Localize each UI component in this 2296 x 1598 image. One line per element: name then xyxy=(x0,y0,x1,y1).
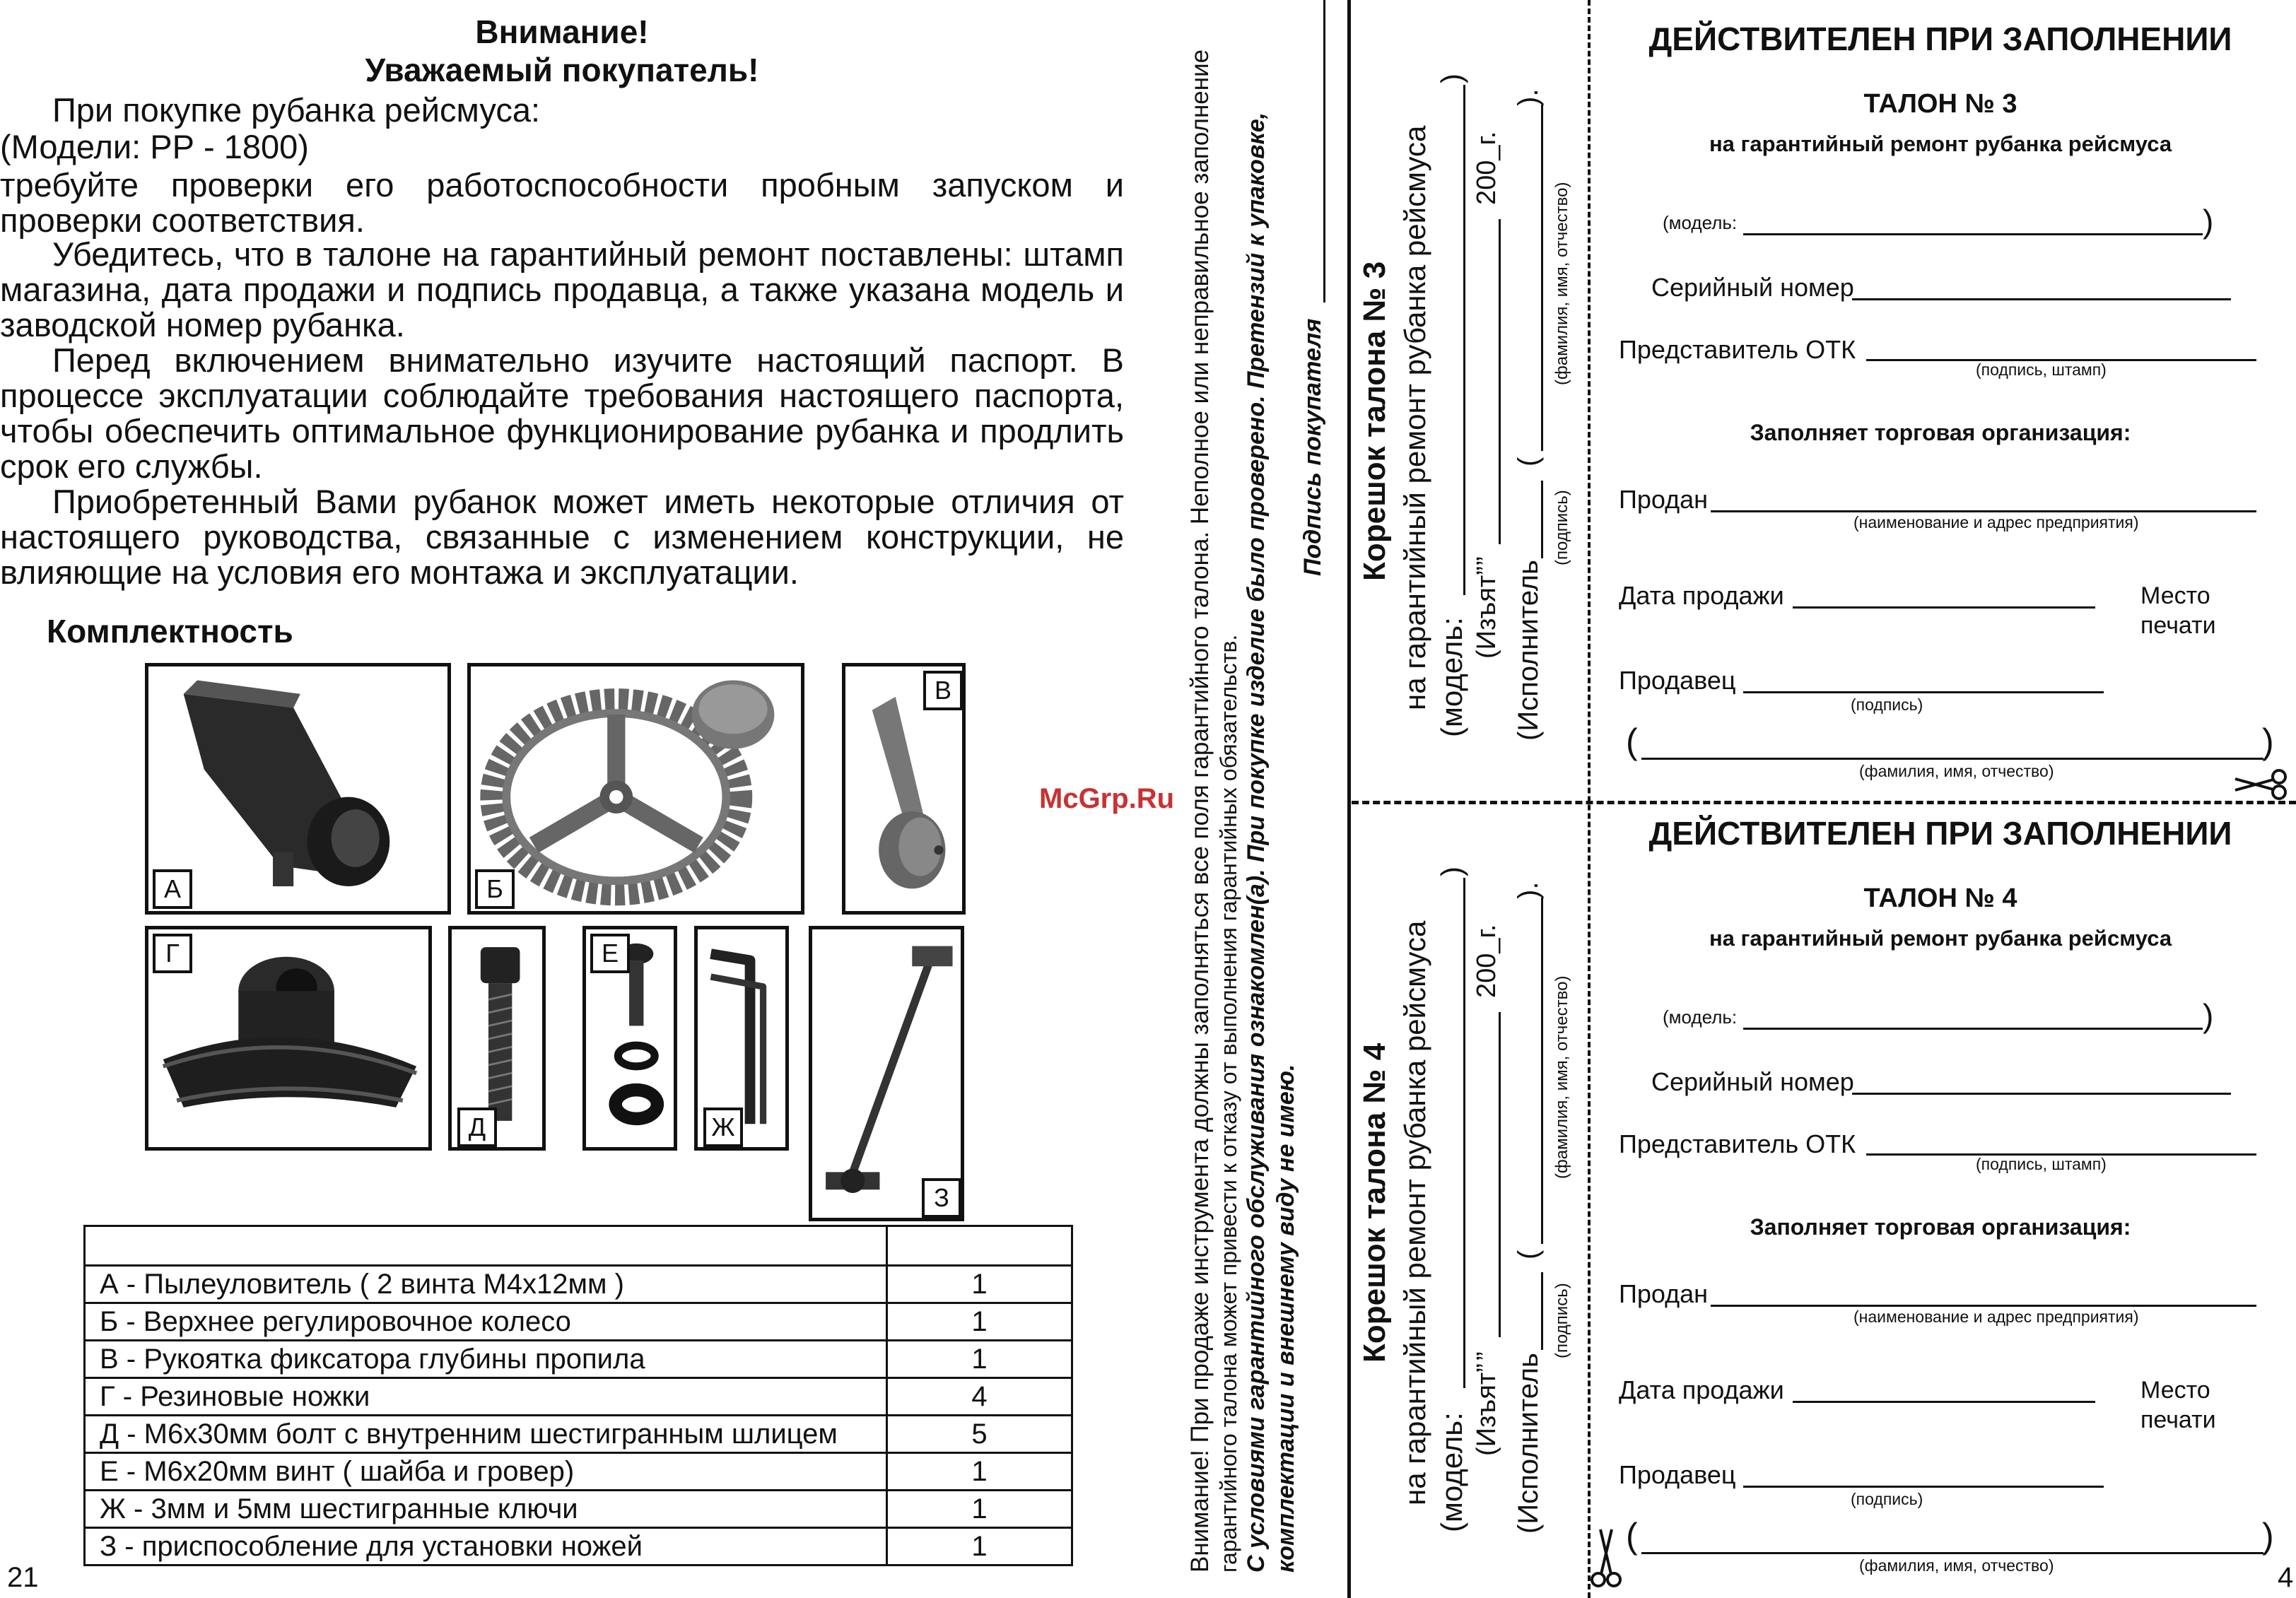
photo-z xyxy=(809,926,964,1221)
seller-field[interactable] xyxy=(1743,1486,2104,1488)
paragraph-4 xyxy=(0,484,1124,590)
date-label: Дата продажи xyxy=(1619,1375,1784,1404)
kit-item: Б - Верхнее регулировочное колесо xyxy=(85,1303,887,1341)
photo-label-a: А xyxy=(153,869,192,909)
otk-hint: (подпись, штамп) xyxy=(1976,1155,2107,1173)
stub-izyat-quote: ” xyxy=(1472,1351,1501,1361)
watermark: McGrp.Ru xyxy=(1039,783,1175,814)
table-row xyxy=(85,1528,1072,1565)
stub-hint-sign: (подпись) xyxy=(1552,490,1571,565)
stub-sign-line xyxy=(1541,481,1543,558)
page-number-left: 21 xyxy=(7,1562,39,1593)
name-close-paren: ) xyxy=(2262,1516,2274,1556)
scissors-icon xyxy=(2232,769,2289,800)
stub-year: 200_г. xyxy=(1472,924,1501,998)
photo-v xyxy=(842,663,966,915)
stamp-place-2: печати xyxy=(2140,612,2216,639)
paragraph-4-text: Приобретенный Вами рубанок может иметь некоторые отличия от настоящего руководства, связанные с изменением конструкции, не влияющие на условия его монтажа и эксплуатации. xyxy=(0,483,1124,591)
stub-open-paren: ( xyxy=(1513,457,1544,466)
buyer-signature-label: Подпись покупателя xyxy=(1299,318,1326,576)
stub-model-label: (модель: xyxy=(1435,617,1468,737)
model-field[interactable] xyxy=(1743,233,2203,235)
stub-open-paren: ( xyxy=(1513,1250,1544,1259)
stamp-place-1: Место xyxy=(2140,582,2210,609)
stub-title: Корешок талона № 4 xyxy=(1357,1042,1392,1363)
stub-sign-line xyxy=(1541,1272,1543,1350)
serial-field[interactable] xyxy=(1852,298,2231,300)
sold-field[interactable] xyxy=(1711,510,2256,512)
org-title: Заполняет торговая организация: xyxy=(1750,420,2131,445)
photo-label-z: З xyxy=(922,1178,961,1218)
notice-line-1: Внимание! При продаже инструмента должны заполняться все поля гарантийного талона. Неполное или неправильное заполнение xyxy=(1186,49,1214,1573)
photo-g xyxy=(145,926,432,1151)
date-label: Дата продажи xyxy=(1619,581,1784,610)
page-number-right: 4 xyxy=(2278,1562,2294,1593)
sold-hint: (наименование и адрес предприятия) xyxy=(1853,513,2139,531)
table-row xyxy=(85,1378,1072,1416)
notice-line-4: комплектации и внешнему виду не имею. xyxy=(1272,1064,1299,1573)
fold-line xyxy=(1347,0,1351,1598)
table-row xyxy=(85,1416,1072,1453)
model-label: (модель: xyxy=(1663,1006,1738,1028)
name-hint: (фамилия, имя, отчество) xyxy=(1859,762,2054,780)
kit-item: А - Пылеуловитель ( 2 винта М4х12мм ) xyxy=(85,1266,887,1303)
coupon-subtitle: на гарантийный ремонт рубанка рейсмуса xyxy=(1709,131,2172,156)
table-header-row xyxy=(85,1226,1072,1266)
name-field[interactable] xyxy=(1641,758,2263,760)
notice-line-2: гарантийного талона может привести к отказу от выполнения гарантийных обязательств. xyxy=(1216,634,1241,1573)
model-close: ) xyxy=(2203,997,2214,1034)
table-header-cell xyxy=(85,1226,887,1266)
kit-item: В - Рукоятка фиксатора глубины пропила xyxy=(85,1341,887,1378)
serial-label: Серийный номер xyxy=(1651,1067,1854,1096)
kit-item: З - приспособление для установки ножей xyxy=(85,1528,887,1565)
model-field[interactable] xyxy=(1743,1028,2203,1030)
kit-qty: 5 xyxy=(887,1416,1072,1453)
buyer-heading: Уважаемый покупатель! xyxy=(365,52,759,88)
stub-model-line xyxy=(1463,85,1465,595)
date-field[interactable] xyxy=(1793,1401,2095,1403)
stub-name-line xyxy=(1541,898,1543,1244)
stub-title: Корешок талона № 3 xyxy=(1357,261,1392,581)
scissors-icon xyxy=(1591,1527,1622,1590)
otk-label: Представитель ОТК xyxy=(1619,1129,1856,1158)
seller-label: Продавец xyxy=(1619,1460,1736,1489)
kit-qty: 1 xyxy=(887,1528,1072,1565)
seller-label: Продавец xyxy=(1619,666,1736,695)
table-row xyxy=(85,1341,1072,1378)
kit-qty: 1 xyxy=(887,1303,1072,1341)
kit-item: Д - М6х30мм болт с внутренним шестигранным шлицем xyxy=(85,1416,887,1453)
stub-name-line xyxy=(1541,105,1543,451)
attention-heading: Внимание! xyxy=(475,13,649,50)
stub-model-close: ) xyxy=(1435,866,1468,876)
name-open-paren: ( xyxy=(1626,1516,1638,1556)
photo-label-zh: Ж xyxy=(703,1108,743,1147)
table-row xyxy=(85,1266,1072,1303)
adjusting-wheel-image xyxy=(471,666,801,911)
seller-hint: (подпись) xyxy=(1851,695,1923,714)
table-row xyxy=(85,1453,1072,1491)
coupon-valid-heading: ДЕЙСТВИТЕЛЕН ПРИ ЗАПОЛНЕНИИ xyxy=(1648,815,2232,852)
coupon-title: ТАЛОН № 4 xyxy=(1863,883,2017,913)
kit-qty: 1 xyxy=(887,1266,1072,1303)
kit-item: Е - М6х20мм винт ( шайба и гровер) xyxy=(85,1453,887,1491)
stub-subtitle: на гарантийный ремонт рубанка рейсмуса xyxy=(1398,125,1431,710)
kit-qty: 1 xyxy=(887,1453,1072,1491)
stub-close-paren: ). xyxy=(1513,88,1544,106)
paragraph-2-text: Убедитесь, что в талоне на гарантийный ремонт поставлены: штамп магазина, дата продажи и подпись продавца, а также указана модель и заводской номер рубанка. xyxy=(0,235,1124,343)
stamp-place-1: Место xyxy=(2140,1377,2210,1404)
stub-model-label: (модель: xyxy=(1435,1412,1468,1532)
name-hint: (фамилия, имя, отчество) xyxy=(1859,1556,2054,1575)
sold-label: Продан xyxy=(1619,485,1709,514)
stub-izyat-label: (Изъят” xyxy=(1472,1363,1501,1456)
stub-hint-name: (фамилия, имя, отчество) xyxy=(1552,182,1571,385)
coupon-subtitle: на гарантийный ремонт рубанка рейсмуса xyxy=(1709,926,2172,951)
photo-b xyxy=(467,663,804,915)
stub-izyat-line xyxy=(1499,219,1501,544)
kit-table xyxy=(83,1225,1073,1566)
paragraph-3 xyxy=(0,343,1124,484)
model-line: (Модели: РР - 1800) xyxy=(0,128,309,165)
stub-hint-sign: (подпись) xyxy=(1552,1283,1571,1358)
notice-line-3: С условиями гарантийного обслуживания ознакомлен(а). При покупке изделие было проверено. Претензий к упаковке, xyxy=(1243,112,1270,1573)
sold-label: Продан xyxy=(1619,1279,1709,1308)
paragraph-1: требуйте проверки его работоспособности пробным запуском и проверки соответствия. xyxy=(0,166,1124,239)
coupon-title: ТАЛОН № 3 xyxy=(1863,89,2017,119)
otk-label: Представитель ОТК xyxy=(1619,335,1856,364)
date-field[interactable] xyxy=(1793,606,2095,609)
paragraph-2 xyxy=(0,237,1124,343)
signature-line xyxy=(1323,0,1325,302)
kit-qty: 1 xyxy=(887,1341,1072,1378)
stub-hint-name: (фамилия, имя, отчество) xyxy=(1552,975,1571,1179)
cut-line-vertical xyxy=(1588,0,1591,1598)
stub-model-line xyxy=(1463,878,1465,1388)
photo-zh xyxy=(694,926,789,1151)
org-title: Заполняет торговая организация: xyxy=(1750,1214,2131,1240)
kit-qty: 1 xyxy=(887,1491,1072,1528)
kit-item: Г - Резиновые ножки xyxy=(85,1378,887,1416)
photo-d xyxy=(448,926,546,1151)
sold-field[interactable] xyxy=(1711,1305,2256,1307)
name-close-paren: ) xyxy=(2262,722,2274,761)
photo-a xyxy=(145,663,451,915)
table-row xyxy=(85,1491,1072,1528)
kit-title: Комплектность xyxy=(47,613,293,650)
stub-executor-label: (Исполнитель xyxy=(1513,560,1544,741)
blade-setting-jig-image xyxy=(812,929,961,1218)
serial-label: Серийный номер xyxy=(1651,273,1854,302)
photo-e xyxy=(582,926,677,1151)
stub-year: 200_г. xyxy=(1472,131,1501,205)
photo-label-b: Б xyxy=(475,869,515,909)
paragraph-3-text: Перед включением внимательно изучите настоящий паспорт. В процессе эксплуатации соблюдайте требования настоящего паспорта, чтобы обеспечить оптимальное функционирование рубанка и продлить срок его службы. xyxy=(0,341,1124,485)
table-header-qty xyxy=(887,1226,1072,1266)
stub-close-paren: ). xyxy=(1513,881,1544,899)
model-close: ) xyxy=(2203,203,2214,240)
stub-subtitle: на гарантийный ремонт рубанка рейсмуса xyxy=(1398,920,1431,1505)
dust-collector-image xyxy=(148,666,447,911)
photo-label-e: Е xyxy=(590,934,630,973)
coupon-valid-heading: ДЕЙСТВИТЕЛЕН ПРИ ЗАПОЛНЕНИИ xyxy=(1648,20,2232,57)
serial-field[interactable] xyxy=(1852,1093,2231,1095)
kit-item: Ж - 3мм и 5мм шестигранные ключи xyxy=(85,1491,887,1528)
cut-line-horizontal xyxy=(1352,801,2296,804)
otk-hint: (подпись, штамп) xyxy=(1976,360,2107,379)
model-label: (модель: xyxy=(1663,212,1738,233)
intro-line: При покупке рубанка рейсмуса: xyxy=(52,91,541,129)
stub-izyat-line xyxy=(1499,1012,1501,1337)
stub-izyat-label: (Изъят” xyxy=(1472,566,1501,659)
stub-izyat-quote: ” xyxy=(1472,556,1501,565)
table-row xyxy=(85,1303,1072,1341)
photo-label-g: Г xyxy=(153,934,192,973)
photo-label-d: Д xyxy=(457,1108,497,1147)
seller-field[interactable] xyxy=(1743,691,2104,693)
stamp-place-2: печати xyxy=(2140,1406,2216,1433)
name-field[interactable] xyxy=(1641,1552,2263,1554)
stub-model-close: ) xyxy=(1435,74,1468,83)
kit-qty: 4 xyxy=(887,1378,1072,1416)
name-open-paren: ( xyxy=(1626,722,1638,761)
photo-label-v: В xyxy=(923,671,963,710)
sold-hint: (наименование и адрес предприятия) xyxy=(1853,1308,2139,1326)
stub-executor-label: (Исполнитель xyxy=(1513,1353,1544,1534)
seller-hint: (подпись) xyxy=(1851,1490,1923,1508)
